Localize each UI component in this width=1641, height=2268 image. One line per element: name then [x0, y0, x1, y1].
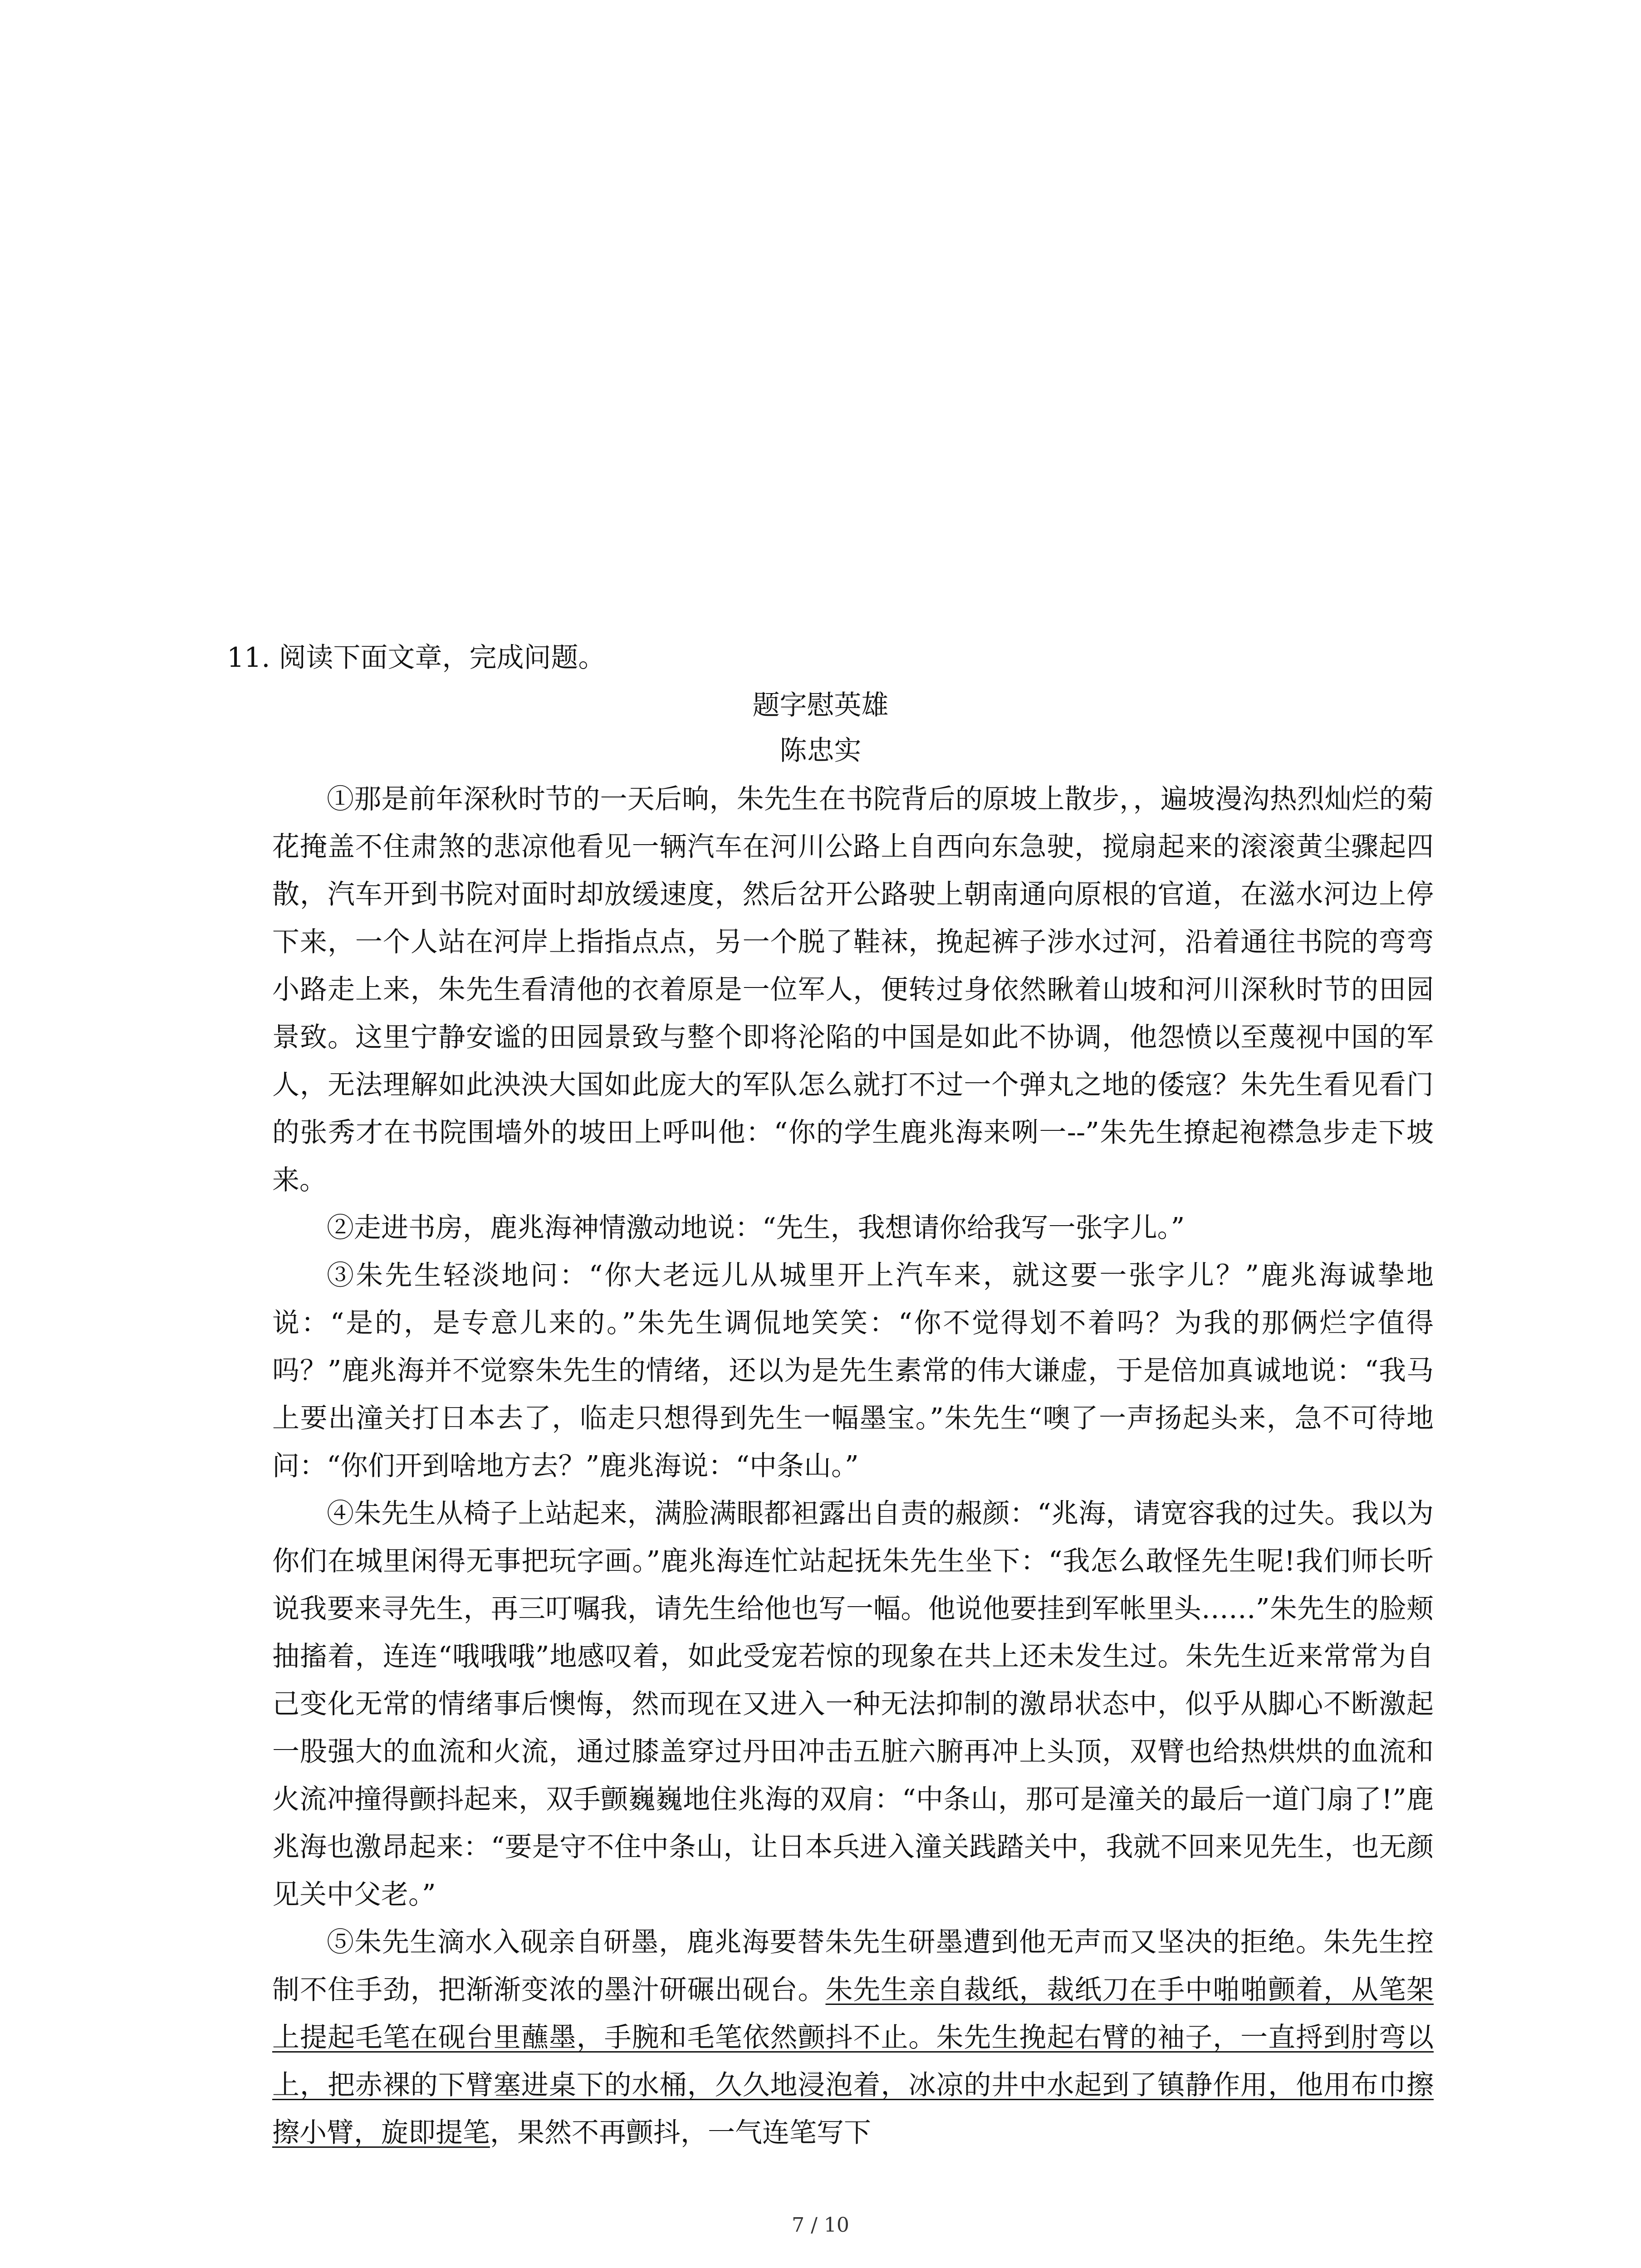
paragraph-5: [272, 1919, 1434, 2157]
paragraph-4: ④朱先生从椅子上站起来，满脸满眼都袒露出自责的赧颜：“兆海，请宽容我的过失。我以为你们在城里闲得无事把玩字画。”鹿兆海连忙站起抚朱先生坐下：“我怎么敢怪先生呢!我们师长听说我要来寻先生，再三叮嘱我，请先生给他也写一幅。他说他要挂到军帐里头……”朱先生的脸颊抽搐着，连连“哦哦哦”地感叹着，如此受宠若惊的现象在共上还未发生过。朱先生近来常常为自己变化无常的情绪事后懊悔，然而现在又进入一种无法抑制的激昂状态中，似乎从脚心不断激起一股强大的血流和火流，通过膝盖穿过丹田冲击五脏六腑再冲上头顶，双臂也给热烘烘的血流和火流冲撞得颤抖起来，双手颤巍巍地住兆海的双肩：“中条山，那可是潼关的最后一道门扇了!”鹿兆海也激昂起来：“要是守不住中条山，让日本兵进入潼关践踏关中，我就不回来见先生，也无颜见关中父老。”: [272, 1498, 1434, 1911]
paragraph-5-text: ⑤朱先生滴水入砚亲自研墨，鹿兆海要替朱先生研墨遭到他无声而又坚决的拒绝。朱先生控制不住手劲，把渐渐变浓的墨汁研碾出砚台。: [272, 1926, 1434, 2006]
article-title: 题字慰英雄: [752, 689, 889, 721]
paragraph-2: ②走进书房，鹿兆海神情激动地说：“先生，我想请你给我写一张字儿。”: [327, 1212, 1185, 1244]
question-number: 11.: [227, 642, 270, 674]
paragraph-5-continuation: ，果然不再颤抖，一气连笔写下: [490, 2117, 871, 2149]
question-line: [227, 635, 606, 680]
underlined-passage: 朱先生亲自裁纸，裁纸刀在手中啪啪颤着，从笔架上提起毛笔在砚台里蘸墨，手腕和毛笔依然颤抖不止。朱先生挽起右臂的袖子，一直捋到肘弯以上，把赤裸的下臂塞进桌下的水桶，久久地浸泡着，冰凉的井中水起到了镇静作用，他用布巾擦擦小臂，旋即提笔: [272, 1974, 1434, 2149]
article-author: 陈忠实: [779, 735, 862, 767]
question-prompt: 阅读下面文章，完成问题。: [279, 642, 606, 674]
paragraph-3: ③朱先生轻淡地问：“你大老远儿从城里开上汽车来，就这要一张字儿？”鹿兆海诚挚地说：“是的，是专意儿来的。”朱先生调侃地笑笑：“你不觉得划不着吗？为我的那俩烂字值得吗？”鹿兆海并不觉察朱先生的情绪，还以为是先生素常的伟大谦虚，于是倍加真诚地说：“我马上要出潼关打日本去了，临走只想得到先生一幅墨宝。”朱先生“噢了一声扬起头来，急不可待地问：“你们开到啥地方去？”鹿兆海说：“中条山。”: [272, 1260, 1434, 1482]
article-body: [272, 776, 1434, 2157]
page-indicator: 7 / 10: [792, 2214, 849, 2237]
paragraph-1: ①那是前年深秋时节的一天后晌，朱先生在书院背后的原坡上散步，，遍坡漫沟热烈灿烂的菊花掩盖不住肃煞的悲凉他看见一辆汽车在河川公路上自西向东急驶，搅扇起来的滚滚黄尘骤起四散，汽车开到书院对面时却放缓速度，然后岔开公路驶上朝南通向原根的官道，在滋水河边上停下来，一个人站在河岸上指指点点，另一个脱了鞋袜，挽起裤子涉水过河，沿着通往书院的弯弯小路走上来，朱先生看清他的衣着原是一位军人，便转过身依然瞅着山坡和河川深秋时节的田园景致。这里宁静安谧的田园景致与整个即将沦陷的中国是如此不协调，他怨愤以至蔑视中国的军人，无法理解如此泱泱大国如此庞大的军队怎么就打不过一个弹丸之地的倭寇？朱先生看见看门的张秀才在书院围墙外的坡田上呼叫他：“你的学生鹿兆海来咧一--”朱先生撩起袍襟急步走下坡来。: [272, 783, 1434, 1196]
